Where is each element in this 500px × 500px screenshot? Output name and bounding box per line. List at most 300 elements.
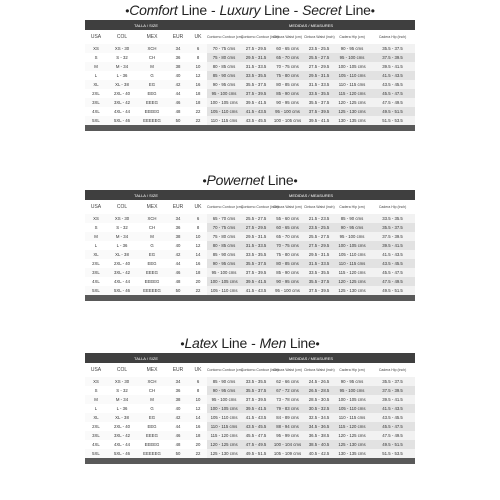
table-cell: 44 (167, 89, 189, 98)
table-cell: 38 (167, 232, 189, 241)
table-cell: 20 (189, 440, 207, 449)
table-cell: 79 - 83 cms (271, 404, 304, 413)
column-header: Contorno Contour (inch) (241, 35, 279, 39)
column-header: EUR (172, 366, 184, 373)
table-cell: 50 (167, 116, 189, 125)
table-cell: 35.5 - 37.5 (241, 80, 271, 89)
table-cell: 5XL (85, 286, 107, 295)
table-cell: 43.5 - 45.5 (241, 116, 271, 125)
table-cell: 45.5 - 47.5 (370, 89, 415, 98)
table-cell: 10 (189, 62, 207, 71)
table-cell: 37.5 - 39.5 (304, 107, 334, 116)
table-cell: 10 (189, 395, 207, 404)
table-cell: 90 - 95 cms (207, 386, 241, 395)
table-cell: 115 - 120 cms (334, 422, 370, 431)
table-cell: S (85, 386, 107, 395)
table-cell: 75 - 80 cms (271, 71, 304, 80)
table-cell: 18 (189, 268, 207, 277)
table-cell: 10 (189, 232, 207, 241)
table-row (85, 80, 415, 89)
table-row (85, 268, 415, 277)
table-cell: 35.5 - 37.5 (241, 259, 271, 268)
table-cell: XS - 30 (107, 44, 137, 53)
table-cell: 2XL - 40 (107, 422, 137, 431)
section-title: •Powernet Line• (202, 172, 298, 188)
table-cell: 70 - 75 cms (207, 44, 241, 53)
column-header: UK (194, 203, 202, 210)
table-cell: 41.5 - 43.5 (241, 413, 271, 422)
table-cell: 32.5 - 34.5 (304, 413, 334, 422)
table-cell: 39.5 - 41.5 (370, 241, 415, 250)
table-cell: 4XL (85, 277, 107, 286)
table-cell: M (137, 395, 167, 404)
table-cell: 16 (189, 80, 207, 89)
table-cell: 29.5 - 31.5 (304, 250, 334, 259)
table-footer-bar (85, 458, 415, 464)
table-cell: 100 - 105 cms (207, 404, 241, 413)
table-cell: 100 - 105 cms (334, 241, 370, 250)
table-cell: 95 - 100 cms (334, 232, 370, 241)
table-cell: 110 - 115 cms (334, 413, 370, 422)
table-cell: EEG (137, 259, 167, 268)
table-cell: 85 - 90 cms (207, 71, 241, 80)
table-cell: 70 - 75 cms (271, 241, 304, 250)
table-cell: 6 (189, 44, 207, 53)
column-header: Cadera Hip (cm) (339, 368, 365, 372)
table-cell: 100 - 105 cms (207, 277, 241, 286)
column-header: Cintura Waist (cm) (273, 368, 302, 372)
table-cell: M (85, 62, 107, 71)
table-cell: 105 - 110 cms (334, 250, 370, 259)
powernet-section (85, 172, 415, 301)
table-cell: 44 (167, 259, 189, 268)
table-row (85, 259, 415, 268)
table-cell: 5XL - 46 (107, 449, 137, 458)
table-cell: 3XL - 42 (107, 268, 137, 277)
table-cell: XCH (137, 214, 167, 223)
table-cell: XL - 38 (107, 413, 137, 422)
table-cell: 95 - 100 cms (334, 386, 370, 395)
table-cell: 26.5 - 28.5 (304, 386, 334, 395)
table-cell: 75 - 80 cms (207, 232, 241, 241)
table-cell: 2XL (85, 89, 107, 98)
table-cell: 105 - 110 cms (334, 71, 370, 80)
table-row (85, 395, 415, 404)
table-cell: G (137, 71, 167, 80)
table-row (85, 241, 415, 250)
table-cell: 23.5 - 25.5 (304, 44, 334, 53)
table-cell: 95 - 100 cms (334, 53, 370, 62)
table-cell: XCH (137, 44, 167, 53)
table-cell: 41.5 - 43.5 (370, 404, 415, 413)
table-cell: 41.5 - 43.5 (370, 250, 415, 259)
table-cell: 2XL (85, 259, 107, 268)
table-cell: 46 (167, 268, 189, 277)
table-cell: M (137, 232, 167, 241)
column-header: MEX (146, 366, 158, 373)
table-cell: XL - 38 (107, 80, 137, 89)
table-cell: 35.5 - 37.5 (370, 223, 415, 232)
table-row (85, 386, 415, 395)
table-cell: 35.5 - 37.5 (304, 98, 334, 107)
table-cell: 5XL (85, 449, 107, 458)
table-cell: 22 (189, 107, 207, 116)
table-row (85, 422, 415, 431)
table-cell: 47.5 - 49.5 (241, 440, 271, 449)
table-cell: 51.5 - 53.5 (370, 449, 415, 458)
table-cell: 41.5 - 43.5 (370, 71, 415, 80)
table-cell: 115 - 120 cms (207, 431, 241, 440)
column-header: Contorno Contour (cm) (207, 35, 243, 39)
table-cell: 130 - 135 cms (334, 116, 370, 125)
section-title: •Comfort Line - Luxury Line - Secret Line• (125, 2, 375, 18)
table-cell: 34 (167, 214, 189, 223)
table-cell: 4XL (85, 107, 107, 116)
table-cell: 36 (167, 223, 189, 232)
table-row (85, 62, 415, 71)
table-cell: 37.5 - 39.5 (241, 268, 271, 277)
table-cell: 29.5 - 31.5 (304, 71, 334, 80)
table-cell: 65 - 70 cms (271, 232, 304, 241)
table-cell: 8 (189, 53, 207, 62)
table-cell: 67 - 72 cms (271, 386, 304, 395)
table-cell: M (85, 395, 107, 404)
table-cell: 28.5 - 30.5 (304, 395, 334, 404)
table-cell: 73 - 78 cms (271, 395, 304, 404)
table-cell: 23.5 - 25.5 (304, 223, 334, 232)
table-cell: 39.5 - 41.5 (370, 62, 415, 71)
measures-header: MEDIDAS / MEASURES (207, 353, 415, 363)
table-cell: 27.5 - 29.5 (304, 62, 334, 71)
table-cell: 80 - 85 cms (271, 80, 304, 89)
table-cell: 37.5 - 39.5 (241, 395, 271, 404)
table-cell: 44 (167, 422, 189, 431)
table-cell: EEEEG (137, 440, 167, 449)
table-cell: 42 (167, 250, 189, 259)
table-cell: 100 - 104 cms (271, 440, 304, 449)
table-cell: 22 (189, 116, 207, 125)
table-cell: CH (137, 53, 167, 62)
table-cell: 120 - 125 cms (334, 98, 370, 107)
table-cell: L (85, 71, 107, 80)
table-cell: L (85, 404, 107, 413)
table-cell: 31.5 - 33.5 (304, 80, 334, 89)
table-cell: 29.5 - 31.5 (241, 53, 271, 62)
size-table (85, 190, 415, 301)
column-header: Cintura Waist (inch) (304, 205, 335, 209)
size-header: TALLA / SIZE (85, 190, 207, 200)
table-cell: 120 - 125 cms (334, 277, 370, 286)
table-cell: 39.5 - 41.5 (241, 98, 271, 107)
column-header: Cadera Hip (inch) (378, 205, 407, 209)
table-cell: 2XL - 40 (107, 89, 137, 98)
table-cell: 110 - 115 cms (334, 259, 370, 268)
table-cell: S (85, 53, 107, 62)
comfort-luxury-secret-section (85, 2, 415, 131)
table-cell: 21.5 - 23.5 (304, 214, 334, 223)
table-cell: 4XL - 44 (107, 277, 137, 286)
table-cell: 80 - 85 cms (271, 259, 304, 268)
table-cell: M (137, 62, 167, 71)
table-cell: M - 34 (107, 62, 137, 71)
table-row (85, 232, 415, 241)
table-cell: 27.5 - 29.5 (304, 241, 334, 250)
table-cell: 85 - 90 cms (271, 89, 304, 98)
table-cell: 8 (189, 223, 207, 232)
table-cell: 46 (167, 98, 189, 107)
table-cell: 3XL (85, 268, 107, 277)
table-cell: 37.5 - 39.5 (370, 232, 415, 241)
column-header: Cadera Hip (inch) (378, 368, 407, 372)
table-cell: 38.5 - 40.5 (304, 440, 334, 449)
table-cell: 80 - 85 cms (207, 62, 241, 71)
table-cell: L - 36 (107, 241, 137, 250)
table-cell: 22 (189, 286, 207, 295)
table-cell: 2XL - 40 (107, 259, 137, 268)
table-footer-bar (85, 125, 415, 131)
table-cell: 125 - 130 cms (334, 107, 370, 116)
table-cell: XS (85, 44, 107, 53)
column-header: USA (90, 33, 102, 40)
table-cell: 85 - 90 cms (207, 250, 241, 259)
table-row (85, 286, 415, 295)
table-cell: 105 - 110 cms (207, 107, 241, 116)
column-header: COL (116, 366, 128, 373)
table-cell: 5XL - 46 (107, 116, 137, 125)
table-cell: EEEEG (137, 277, 167, 286)
table-cell: 50 (167, 449, 189, 458)
table-cell: 42 (167, 413, 189, 422)
column-header: Contorno Contour (inch) (241, 205, 279, 209)
table-cell: 95 - 100 cms (271, 286, 304, 295)
column-header: EUR (172, 33, 184, 40)
table-cell: 95 - 100 cms (207, 395, 241, 404)
table-cell: 4XL - 44 (107, 107, 137, 116)
table-cell: L (85, 241, 107, 250)
table-cell: 110 - 115 cms (334, 80, 370, 89)
table-cell: L - 36 (107, 404, 137, 413)
measures-header: MEDIDAS / MEASURES (207, 190, 415, 200)
table-cell: 100 - 105 cms (207, 98, 241, 107)
table-cell: 3XL (85, 431, 107, 440)
table-cell: 6 (189, 214, 207, 223)
table-cell: 12 (189, 71, 207, 80)
table-cell: EEG (137, 89, 167, 98)
table-cell: 3XL - 42 (107, 98, 137, 107)
table-cell: 41.5 - 43.5 (241, 107, 271, 116)
table-cell: 60 - 65 cms (271, 223, 304, 232)
table-cell: 20 (189, 277, 207, 286)
table-cell: 43.5 - 45.5 (370, 80, 415, 89)
table-cell: 33.5 - 35.5 (304, 268, 334, 277)
table-cell: 35.5 - 37.5 (370, 44, 415, 53)
table-cell: 38 (167, 395, 189, 404)
table-cell: 90 - 95 cms (207, 80, 241, 89)
table-cell: XCH (137, 377, 167, 386)
table-cell: EEEEEG (137, 286, 167, 295)
table-cell: XS (85, 214, 107, 223)
table-cell: 41.5 - 43.5 (241, 286, 271, 295)
table-cell: 130 - 135 cms (334, 449, 370, 458)
table-cell: EEEEEG (137, 449, 167, 458)
table-cell: 31.5 - 33.5 (241, 241, 271, 250)
table-row (85, 277, 415, 286)
table-cell: EEEG (137, 98, 167, 107)
table-cell: 48 (167, 440, 189, 449)
table-cell: 36 (167, 386, 189, 395)
table-cell: 115 - 120 cms (334, 89, 370, 98)
table-cell: EEEEG (137, 107, 167, 116)
table-cell: 60 - 65 cms (271, 44, 304, 53)
table-cell: CH (137, 223, 167, 232)
column-header: Cadera Hip (cm) (339, 35, 365, 39)
table-cell: 47.5 - 49.5 (370, 431, 415, 440)
table-cell: 38 (167, 62, 189, 71)
column-header: MEX (146, 203, 158, 210)
table-cell: 85 - 90 cms (207, 377, 241, 386)
table-cell: 33.5 - 35.5 (370, 214, 415, 223)
table-cell: 90 - 95 cms (334, 223, 370, 232)
column-header: Cintura Waist (inch) (304, 368, 335, 372)
column-header: Cintura Waist (inch) (304, 35, 335, 39)
table-cell: 84 - 89 cms (271, 413, 304, 422)
table-row (85, 53, 415, 62)
table-cell: S (85, 223, 107, 232)
table-cell: 40 (167, 71, 189, 80)
table-cell: M (85, 232, 107, 241)
table-row (85, 440, 415, 449)
column-header: Contorno Contour (cm) (207, 368, 243, 372)
table-cell: S - 32 (107, 53, 137, 62)
table-row (85, 377, 415, 386)
column-header: Contorno Contour (cm) (207, 205, 243, 209)
table-cell: 100 - 105 cms (271, 116, 304, 125)
table-cell: EEG (137, 422, 167, 431)
table-cell: 31.5 - 33.5 (304, 259, 334, 268)
table-cell: 16 (189, 422, 207, 431)
table-cell: 105 - 110 cms (207, 413, 241, 422)
table-cell: 70 - 75 cms (207, 223, 241, 232)
table-cell: 70 - 75 cms (271, 62, 304, 71)
table-cell: EEEG (137, 268, 167, 277)
table-cell: 35.5 - 37.5 (370, 377, 415, 386)
table-cell: 95 - 100 cms (207, 89, 241, 98)
table-cell: 43.5 - 45.5 (241, 422, 271, 431)
column-header: MEX (146, 33, 158, 40)
table-cell: 39.5 - 41.5 (304, 116, 334, 125)
table-cell: 49.5 - 51.5 (241, 449, 271, 458)
table-cell: 39.5 - 41.5 (370, 395, 415, 404)
table-cell: 33.5 - 35.5 (241, 250, 271, 259)
table-cell: XS - 30 (107, 214, 137, 223)
column-header: USA (90, 203, 102, 210)
table-cell: 43.5 - 45.5 (370, 259, 415, 268)
table-cell: 5XL - 46 (107, 286, 137, 295)
table-row (85, 44, 415, 53)
table-cell: 12 (189, 241, 207, 250)
table-cell: 75 - 80 cms (271, 250, 304, 259)
table-cell: 40 (167, 241, 189, 250)
column-header: USA (90, 366, 102, 373)
table-cell: 45.5 - 47.5 (370, 422, 415, 431)
table-cell: 14 (189, 250, 207, 259)
table-cell: XL (85, 250, 107, 259)
table-cell: 4XL (85, 440, 107, 449)
table-row (85, 214, 415, 223)
size-table (85, 353, 415, 464)
table-cell: 25.5 - 27.5 (304, 232, 334, 241)
table-cell: 33.5 - 35.5 (241, 377, 271, 386)
table-cell: 105 - 110 cms (334, 404, 370, 413)
table-row (85, 98, 415, 107)
table-cell: 2XL (85, 422, 107, 431)
table-cell: 33.5 - 35.5 (304, 89, 334, 98)
table-cell: 95 - 100 cms (271, 107, 304, 116)
column-headers (85, 200, 415, 214)
table-cell: 27.5 - 29.5 (241, 223, 271, 232)
table-cell: 100 - 105 cms (334, 395, 370, 404)
column-headers (85, 30, 415, 44)
table-row (85, 107, 415, 116)
table-cell: 120 - 125 cms (334, 431, 370, 440)
column-header: UK (194, 366, 202, 373)
table-cell: L - 36 (107, 71, 137, 80)
table-cell: 14 (189, 413, 207, 422)
table-cell: 37.5 - 39.5 (304, 286, 334, 295)
table-row (85, 413, 415, 422)
latex-men-section (85, 335, 415, 464)
table-cell: 18 (189, 89, 207, 98)
table-cell: 95 - 99 cms (271, 431, 304, 440)
table-cell: S - 32 (107, 223, 137, 232)
table-cell: 37.5 - 39.5 (241, 89, 271, 98)
table-cell: 45.5 - 47.5 (241, 431, 271, 440)
table-cell: EG (137, 80, 167, 89)
table-cell: 90 - 95 cms (334, 44, 370, 53)
column-headers (85, 363, 415, 377)
table-cell: 110 - 115 cms (207, 116, 241, 125)
table-cell: 49.5 - 51.5 (370, 286, 415, 295)
table-cell: 25.5 - 27.5 (304, 53, 334, 62)
size-header: TALLA / SIZE (85, 20, 207, 30)
table-cell: 3XL (85, 98, 107, 107)
table-cell: 45.5 - 47.5 (370, 268, 415, 277)
table-cell: 85 - 90 cms (271, 268, 304, 277)
table-cell: G (137, 404, 167, 413)
table-cell: 125 - 130 cms (334, 440, 370, 449)
table-row (85, 116, 415, 125)
table-cell: 105 - 109 cms (271, 449, 304, 458)
measures-header: MEDIDAS / MEASURES (207, 20, 415, 30)
table-cell: 5XL (85, 116, 107, 125)
table-cell: 22 (189, 449, 207, 458)
table-cell: 36.5 - 38.5 (304, 431, 334, 440)
table-cell: 40.5 - 42.5 (304, 449, 334, 458)
table-cell: 35.5 - 37.5 (241, 386, 271, 395)
table-cell: 90 - 95 cms (271, 98, 304, 107)
table-cell: 24.5 - 26.5 (304, 377, 334, 386)
column-header: COL (116, 33, 128, 40)
table-cell: XL (85, 80, 107, 89)
table-cell: 110 - 115 cms (207, 422, 241, 431)
table-cell: 125 - 130 cms (334, 286, 370, 295)
table-row (85, 250, 415, 259)
table-cell: 40 (167, 404, 189, 413)
table-cell: 65 - 70 cms (271, 53, 304, 62)
table-cell: 125 - 130 cms (207, 449, 241, 458)
table-cell: EEEG (137, 431, 167, 440)
column-header: Cadera Hip (inch) (378, 35, 407, 39)
